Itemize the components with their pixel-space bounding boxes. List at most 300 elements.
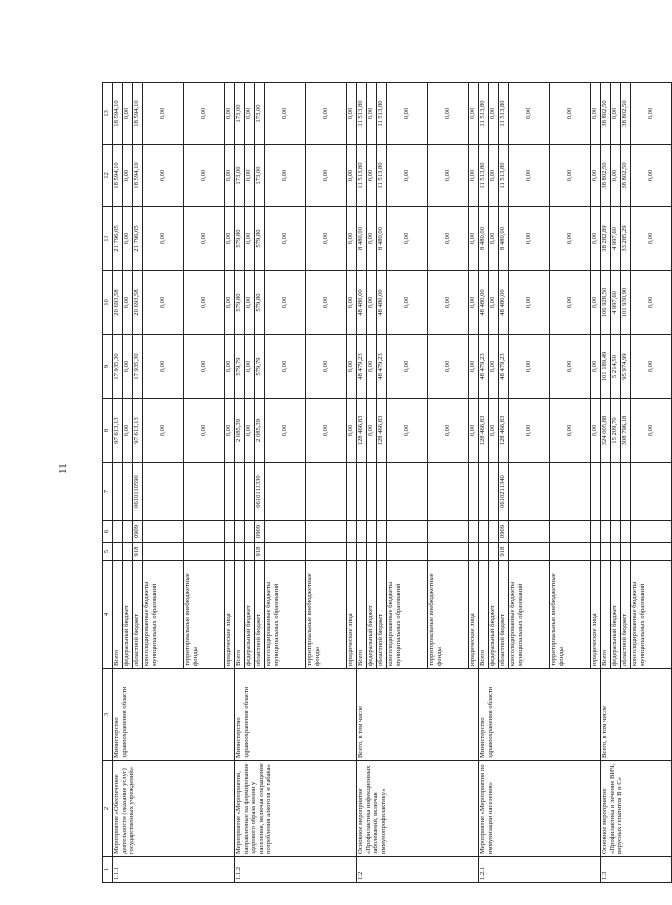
amount-value: 38 282,89 bbox=[601, 207, 611, 271]
section-code bbox=[621, 521, 631, 543]
amount-value: 0,00 bbox=[631, 399, 672, 463]
amount-value: 4 997,60 bbox=[611, 271, 621, 335]
amount-value: 18 594,10 bbox=[113, 83, 123, 145]
amount-value: 0,00 bbox=[245, 399, 255, 463]
amount-value: 21 796,05 bbox=[133, 207, 143, 271]
amount-value: 0,00 bbox=[550, 145, 591, 207]
amount-value: 0,00 bbox=[184, 335, 225, 399]
target-article-code bbox=[347, 463, 357, 521]
funding-source: юридические лица bbox=[347, 561, 357, 669]
amount-value: 0,00 bbox=[428, 271, 469, 335]
amount-value: 0,00 bbox=[367, 335, 377, 399]
amount-value: 48 480,00 bbox=[357, 271, 367, 335]
amount-value: 0,00 bbox=[469, 399, 479, 463]
amount-value: 11 513,80 bbox=[499, 83, 509, 145]
funding-source: территориальные внебюджетные фонды bbox=[550, 561, 591, 669]
funding-source: Всего bbox=[113, 561, 123, 669]
funding-source: Всего bbox=[601, 561, 611, 669]
column-number-2: 2 bbox=[103, 761, 113, 857]
section-code bbox=[225, 521, 235, 543]
amount-value: 0,00 bbox=[367, 207, 377, 271]
amount-value: 579,80 bbox=[255, 271, 265, 335]
grbs-code: 918 bbox=[255, 543, 265, 561]
section-code bbox=[550, 521, 591, 543]
section-code bbox=[306, 521, 347, 543]
amount-value: 0,00 bbox=[143, 271, 184, 335]
funding-source: территориальные внебюджетные фонды bbox=[428, 561, 469, 669]
amount-value: 18 594,10 bbox=[113, 145, 123, 207]
amount-value: 8 480,00 bbox=[357, 207, 367, 271]
amount-value: 38 802,50 bbox=[601, 83, 611, 145]
amount-value: 308 796,18 bbox=[621, 399, 631, 463]
funding-source: федеральный бюджет bbox=[367, 561, 377, 669]
target-article-code bbox=[428, 463, 469, 521]
target-article-code bbox=[265, 463, 306, 521]
funding-source: Всего bbox=[235, 561, 245, 669]
rotated-budget-table bbox=[102, 83, 655, 883]
target-article-code bbox=[550, 463, 591, 521]
funding-source: областной бюджет bbox=[499, 561, 509, 669]
row-number: 1.3 bbox=[601, 857, 672, 883]
target-article-code bbox=[591, 463, 601, 521]
amount-value: 0,00 bbox=[143, 145, 184, 207]
column-number-8: 8 bbox=[103, 399, 113, 463]
section-code bbox=[509, 521, 550, 543]
amount-value: 0,00 bbox=[143, 207, 184, 271]
grbs-code bbox=[428, 543, 469, 561]
amount-value: 0,00 bbox=[387, 83, 428, 145]
amount-value: 0,00 bbox=[611, 83, 621, 145]
amount-value: 0,00 bbox=[347, 399, 357, 463]
funding-source: Всего bbox=[357, 561, 367, 669]
amount-value: 0,00 bbox=[509, 271, 550, 335]
section-code bbox=[235, 521, 245, 543]
column-number-11: 11 bbox=[103, 207, 113, 271]
amount-value: 2 085,39 bbox=[255, 399, 265, 463]
amount-value: 0,00 bbox=[123, 335, 133, 399]
budget-table bbox=[102, 82, 672, 883]
amount-value: 0,00 bbox=[225, 271, 235, 335]
amount-value: 0,00 bbox=[225, 335, 235, 399]
grbs-code bbox=[387, 543, 428, 561]
amount-value: 0,00 bbox=[123, 399, 133, 463]
target-article-code: 0610111330 bbox=[255, 463, 265, 521]
funding-source: юридические лица bbox=[469, 561, 479, 669]
target-article-code bbox=[367, 463, 377, 521]
amount-value: 128 466,83 bbox=[479, 399, 489, 463]
section-code bbox=[377, 521, 387, 543]
funding-source: консолидированные бюджеты муниципальных образований bbox=[387, 561, 428, 669]
funding-source: территориальные внебюджетные фонды bbox=[184, 561, 225, 669]
amount-value: 173,00 bbox=[255, 83, 265, 145]
funding-source: консолидированные бюджеты муниципальных образований bbox=[631, 561, 672, 669]
amount-value: 0,00 bbox=[225, 145, 235, 207]
amount-value: 5 214,50 bbox=[611, 335, 621, 399]
amount-value: 579,79 bbox=[255, 335, 265, 399]
amount-value: 0,00 bbox=[184, 145, 225, 207]
amount-value: 0,00 bbox=[367, 83, 377, 145]
amount-value: 0,00 bbox=[428, 83, 469, 145]
amount-value: 18 594,10 bbox=[133, 145, 143, 207]
amount-value: 0,00 bbox=[387, 271, 428, 335]
executor: Министерство здравоохранения области bbox=[235, 669, 357, 761]
amount-value: 20 693,58 bbox=[113, 271, 123, 335]
amount-value: 21 796,05 bbox=[113, 207, 123, 271]
grbs-code bbox=[601, 543, 611, 561]
amount-value: 0,00 bbox=[550, 207, 591, 271]
amount-value: 17 935,30 bbox=[133, 335, 143, 399]
row-number: 1.2.1 bbox=[479, 857, 601, 883]
grbs-code: 918 bbox=[133, 543, 143, 561]
target-article-code bbox=[235, 463, 245, 521]
amount-value: 0,00 bbox=[184, 83, 225, 145]
amount-value: 0,00 bbox=[184, 271, 225, 335]
amount-value: 128 466,83 bbox=[499, 399, 509, 463]
amount-value: 48 479,23 bbox=[377, 335, 387, 399]
section-code bbox=[611, 521, 621, 543]
amount-value: 0,00 bbox=[591, 207, 601, 271]
section-code bbox=[428, 521, 469, 543]
amount-value: 97 613,13 bbox=[133, 399, 143, 463]
amount-value: 48 480,00 bbox=[479, 271, 489, 335]
grbs-code bbox=[479, 543, 489, 561]
amount-value: 0,00 bbox=[591, 145, 601, 207]
amount-value: 128 466,83 bbox=[357, 399, 367, 463]
grbs-code bbox=[184, 543, 225, 561]
amount-value: 0,00 bbox=[306, 271, 347, 335]
target-article-code bbox=[387, 463, 428, 521]
section-code bbox=[265, 521, 306, 543]
amount-value: 0,00 bbox=[489, 271, 499, 335]
amount-value: 0,00 bbox=[489, 83, 499, 145]
amount-value: 0,00 bbox=[387, 207, 428, 271]
amount-value: 48 480,00 bbox=[499, 271, 509, 335]
funding-source: Всего bbox=[479, 561, 489, 669]
amount-value: 0,00 bbox=[306, 335, 347, 399]
grbs-code bbox=[265, 543, 306, 561]
amount-value: 579,80 bbox=[235, 207, 245, 271]
amount-value: 0,00 bbox=[509, 145, 550, 207]
amount-value: 0,00 bbox=[306, 145, 347, 207]
grbs-code bbox=[306, 543, 347, 561]
target-article-code: 0610211340 bbox=[499, 463, 509, 521]
amount-value: 0,00 bbox=[509, 335, 550, 399]
funding-source: консолидированные бюджеты муниципальных образований bbox=[509, 561, 550, 669]
table-row bbox=[357, 83, 367, 883]
funding-source: федеральный бюджет bbox=[489, 561, 499, 669]
grbs-code bbox=[245, 543, 255, 561]
column-number-1: 1 bbox=[103, 857, 113, 883]
amount-value: 11 513,80 bbox=[479, 83, 489, 145]
grbs-code bbox=[143, 543, 184, 561]
section-code bbox=[367, 521, 377, 543]
amount-value: 0,00 bbox=[489, 207, 499, 271]
amount-value: 0,00 bbox=[387, 145, 428, 207]
target-article-code bbox=[469, 463, 479, 521]
amount-value: 0,00 bbox=[509, 399, 550, 463]
funding-source: областной бюджет bbox=[133, 561, 143, 669]
column-number-9: 9 bbox=[103, 335, 113, 399]
funding-source: областной бюджет bbox=[377, 561, 387, 669]
measure-name: Мероприятие «Мероприятия, направленные на формирование здорового образа жизни у населения, включая сокращение потребления алкоголя и табака» bbox=[235, 761, 357, 857]
grbs-code bbox=[225, 543, 235, 561]
amount-value: 11 513,80 bbox=[357, 83, 367, 145]
executor: Всего, в том числе bbox=[601, 669, 672, 761]
funding-source: юридические лица bbox=[591, 561, 601, 669]
grbs-code bbox=[550, 543, 591, 561]
amount-value: 0,00 bbox=[245, 207, 255, 271]
grbs-code bbox=[489, 543, 499, 561]
target-article-code bbox=[489, 463, 499, 521]
amount-value: 0,00 bbox=[550, 335, 591, 399]
column-number-13: 13 bbox=[103, 83, 113, 145]
amount-value: 0,00 bbox=[143, 335, 184, 399]
column-number-3: 3 bbox=[103, 669, 113, 761]
row-number: 1.1.2 bbox=[235, 857, 357, 883]
amount-value: 0,00 bbox=[306, 207, 347, 271]
table-row bbox=[235, 83, 245, 883]
amount-value: 0,00 bbox=[225, 207, 235, 271]
amount-value: 97 613,13 bbox=[113, 399, 123, 463]
amount-value: 0,00 bbox=[123, 145, 133, 207]
amount-value: 173,00 bbox=[255, 145, 265, 207]
amount-value: 0,00 bbox=[489, 145, 499, 207]
target-article-code bbox=[631, 463, 672, 521]
amount-value: 0,00 bbox=[123, 271, 133, 335]
section-code bbox=[387, 521, 428, 543]
grbs-code bbox=[621, 543, 631, 561]
amount-value: 106 928,50 bbox=[601, 271, 611, 335]
grbs-code bbox=[469, 543, 479, 561]
measure-name: Основное мероприятие «Профилактика и лечение ВИЧ, вирусных гепатитов В и С» bbox=[601, 761, 672, 857]
amount-value: 15 209,70 bbox=[611, 399, 621, 463]
target-article-code bbox=[601, 463, 611, 521]
target-article-code bbox=[377, 463, 387, 521]
amount-value: 0,00 bbox=[428, 207, 469, 271]
section-code bbox=[479, 521, 489, 543]
amount-value: 0,00 bbox=[265, 271, 306, 335]
amount-value: 101 189,49 bbox=[601, 335, 611, 399]
grbs-code bbox=[367, 543, 377, 561]
section-code bbox=[489, 521, 499, 543]
amount-value: 20 693,58 bbox=[133, 271, 143, 335]
amount-value: 0,00 bbox=[347, 335, 357, 399]
section-code: 0909 bbox=[255, 521, 265, 543]
amount-value: 11 513,80 bbox=[377, 83, 387, 145]
amount-value: 0,00 bbox=[489, 399, 499, 463]
funding-source: федеральный бюджет bbox=[245, 561, 255, 669]
amount-value: 0,00 bbox=[184, 207, 225, 271]
amount-value: 0,00 bbox=[123, 83, 133, 145]
measure-name: Мероприятие «Обеспечение деятельности (оказание услуг) государственных учреждений» bbox=[113, 761, 235, 857]
grbs-code bbox=[631, 543, 672, 561]
funding-source: областной бюджет bbox=[255, 561, 265, 669]
amount-value: 0,00 bbox=[509, 207, 550, 271]
target-article-code bbox=[123, 463, 133, 521]
amount-value: 0,00 bbox=[265, 83, 306, 145]
amount-value: 8 480,00 bbox=[377, 207, 387, 271]
amount-value: 0,00 bbox=[367, 145, 377, 207]
amount-value: 38 802,50 bbox=[601, 145, 611, 207]
amount-value: 0,00 bbox=[245, 145, 255, 207]
section-code bbox=[143, 521, 184, 543]
amount-value: 0,00 bbox=[469, 335, 479, 399]
funding-source: консолидированные бюджеты муниципальных образований bbox=[265, 561, 306, 669]
amount-value: 0,00 bbox=[265, 207, 306, 271]
amount-value: 0,00 bbox=[509, 83, 550, 145]
amount-value: 0,00 bbox=[245, 83, 255, 145]
amount-value: 8 480,00 bbox=[499, 207, 509, 271]
amount-value: 579,80 bbox=[235, 271, 245, 335]
amount-value: 0,00 bbox=[469, 271, 479, 335]
amount-value: 0,00 bbox=[469, 83, 479, 145]
amount-value: 0,00 bbox=[631, 145, 672, 207]
amount-value: 38 802,50 bbox=[621, 145, 631, 207]
funding-source: федеральный бюджет bbox=[611, 561, 621, 669]
section-code bbox=[123, 521, 133, 543]
funding-source: территориальные внебюджетные фонды bbox=[306, 561, 347, 669]
amount-value: 0,00 bbox=[367, 399, 377, 463]
amount-value: 0,00 bbox=[591, 335, 601, 399]
target-article-code bbox=[509, 463, 550, 521]
amount-value: 95 974,99 bbox=[621, 335, 631, 399]
amount-value: 0,00 bbox=[347, 83, 357, 145]
table-row bbox=[601, 83, 611, 883]
amount-value: 11 513,80 bbox=[479, 145, 489, 207]
amount-value: 48 480,00 bbox=[377, 271, 387, 335]
amount-value: 0,00 bbox=[387, 335, 428, 399]
amount-value: 48 479,23 bbox=[357, 335, 367, 399]
target-article-code bbox=[306, 463, 347, 521]
funding-source: консолидированные бюджеты муниципальных образований bbox=[143, 561, 184, 669]
target-article-code bbox=[621, 463, 631, 521]
amount-value: 0,00 bbox=[225, 399, 235, 463]
grbs-code bbox=[235, 543, 245, 561]
amount-value: 0,00 bbox=[550, 83, 591, 145]
row-number: 1.2 bbox=[357, 857, 479, 883]
amount-value: 0,00 bbox=[428, 335, 469, 399]
amount-value: 0,00 bbox=[631, 335, 672, 399]
amount-value: 0,00 bbox=[245, 271, 255, 335]
section-code bbox=[469, 521, 479, 543]
amount-value: 0,00 bbox=[367, 271, 377, 335]
section-code: 0909 bbox=[133, 521, 143, 543]
amount-value: 48 479,23 bbox=[499, 335, 509, 399]
amount-value: 0,00 bbox=[428, 145, 469, 207]
target-article-code bbox=[225, 463, 235, 521]
amount-value: 0,00 bbox=[265, 335, 306, 399]
amount-value: 0,00 bbox=[184, 399, 225, 463]
measure-name: Мероприятие «Мероприятия по иммунизации населения» bbox=[479, 761, 601, 857]
amount-value: 0,00 bbox=[550, 399, 591, 463]
amount-value: 0,00 bbox=[631, 207, 672, 271]
grbs-code bbox=[509, 543, 550, 561]
amount-value: 11 513,80 bbox=[357, 145, 367, 207]
amount-value: 128 466,83 bbox=[377, 399, 387, 463]
grbs-code bbox=[357, 543, 367, 561]
amount-value: 0,00 bbox=[306, 399, 347, 463]
amount-value: 0,00 bbox=[611, 145, 621, 207]
amount-value: 0,00 bbox=[469, 145, 479, 207]
amount-value: 33 285,29 bbox=[621, 207, 631, 271]
amount-value: 11 513,80 bbox=[377, 145, 387, 207]
amount-value: 2 085,39 bbox=[235, 399, 245, 463]
grbs-code bbox=[347, 543, 357, 561]
funding-source: федеральный бюджет bbox=[123, 561, 133, 669]
grbs-code bbox=[123, 543, 133, 561]
amount-value: 8 480,00 bbox=[479, 207, 489, 271]
amount-value: 0,00 bbox=[631, 83, 672, 145]
column-number-4: 4 bbox=[103, 561, 113, 669]
section-code bbox=[631, 521, 672, 543]
amount-value: 17 935,30 bbox=[113, 335, 123, 399]
amount-value: 48 479,23 bbox=[479, 335, 489, 399]
section-code bbox=[591, 521, 601, 543]
amount-value: 324 005,88 bbox=[601, 399, 611, 463]
amount-value: 101 930,90 bbox=[621, 271, 631, 335]
grbs-code bbox=[591, 543, 601, 561]
row-number: 1.1.1 bbox=[113, 857, 235, 883]
section-code bbox=[245, 521, 255, 543]
amount-value: 0,00 bbox=[631, 271, 672, 335]
amount-value: 0,00 bbox=[143, 399, 184, 463]
amount-value: 0,00 bbox=[591, 83, 601, 145]
section-code bbox=[357, 521, 367, 543]
executor: Всего, в том числе bbox=[357, 669, 479, 761]
section-code bbox=[601, 521, 611, 543]
target-article-code bbox=[245, 463, 255, 521]
target-article-code: 0610110590 bbox=[133, 463, 143, 521]
column-number-6: 6 bbox=[103, 521, 113, 543]
table-row bbox=[113, 83, 123, 883]
measure-name: Основное мероприятие «Профилактика инфекционных заболеваний, включая иммунопрофилактику» bbox=[357, 761, 479, 857]
amount-value: 0,00 bbox=[428, 399, 469, 463]
target-article-code bbox=[611, 463, 621, 521]
amount-value: 173,00 bbox=[235, 145, 245, 207]
amount-value: 579,80 bbox=[255, 207, 265, 271]
grbs-code bbox=[377, 543, 387, 561]
amount-value: 0,00 bbox=[265, 145, 306, 207]
amount-value: 0,00 bbox=[387, 399, 428, 463]
grbs-code bbox=[113, 543, 123, 561]
amount-value: 0,00 bbox=[306, 83, 347, 145]
column-number-12: 12 bbox=[103, 145, 113, 207]
column-number-5: 5 bbox=[103, 543, 113, 561]
amount-value: 0,00 bbox=[347, 145, 357, 207]
amount-value: 0,00 bbox=[591, 399, 601, 463]
amount-value: 38 802,50 bbox=[621, 83, 631, 145]
target-article-code bbox=[113, 463, 123, 521]
amount-value: 0,00 bbox=[123, 207, 133, 271]
amount-value: 0,00 bbox=[245, 335, 255, 399]
funding-source: юридические лица bbox=[225, 561, 235, 669]
amount-value: 0,00 bbox=[469, 207, 479, 271]
amount-value: 0,00 bbox=[347, 207, 357, 271]
table-header-row bbox=[103, 83, 113, 883]
grbs-code: 918 bbox=[499, 543, 509, 561]
target-article-code bbox=[184, 463, 225, 521]
grbs-code bbox=[611, 543, 621, 561]
target-article-code bbox=[357, 463, 367, 521]
section-code bbox=[347, 521, 357, 543]
page-number: 11 bbox=[57, 463, 69, 474]
amount-value: 0,00 bbox=[225, 83, 235, 145]
amount-value: 0,00 bbox=[265, 399, 306, 463]
executor: Министерство здравоохранения области bbox=[479, 669, 601, 761]
target-article-code bbox=[479, 463, 489, 521]
amount-value: 4 997,60 bbox=[611, 207, 621, 271]
section-code: 0909 bbox=[499, 521, 509, 543]
